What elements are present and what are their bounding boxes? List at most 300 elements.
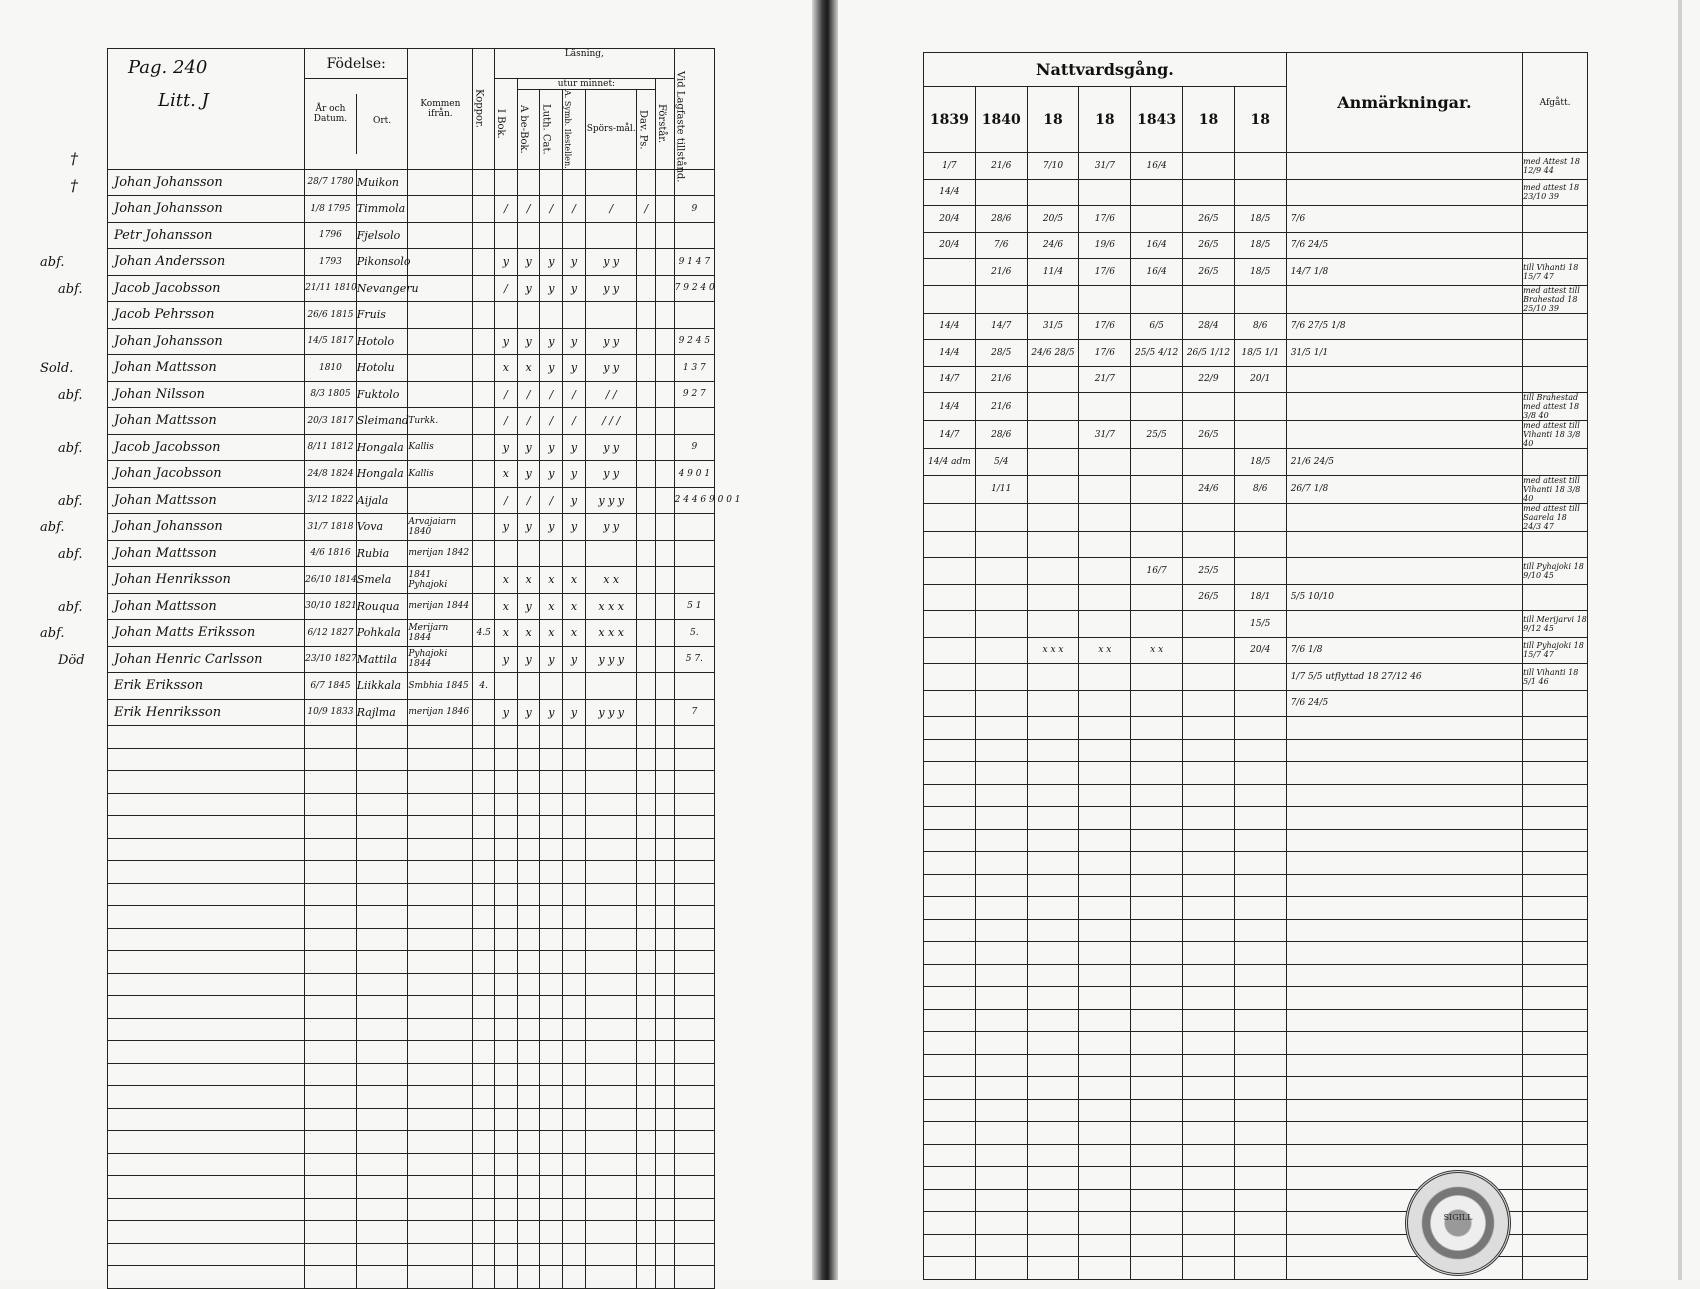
empty-row: [108, 973, 715, 996]
empty-cell: [108, 1018, 305, 1041]
communion-date: 14/4: [924, 340, 976, 367]
reading-mark: [656, 381, 675, 408]
empty-cell: [674, 1131, 714, 1154]
empty-cell: [924, 807, 976, 830]
a-symb-label: A. Symb. Ilestellen.: [563, 90, 573, 169]
remark-cell: 5/5 10/10: [1286, 584, 1522, 611]
came-from: Arvajaiarn 1840: [408, 514, 473, 541]
communion-date: [1234, 503, 1286, 531]
empty-row: [924, 1077, 1588, 1100]
empty-cell: [1183, 1167, 1235, 1190]
empty-cell: [975, 762, 1027, 785]
lag-cell: 7 9 2 4 0: [674, 275, 714, 302]
empty-cell: [1027, 964, 1079, 987]
table-row: [924, 449, 1588, 476]
remark-cell: [1286, 285, 1522, 313]
empty-cell: [1286, 987, 1522, 1010]
empty-row: [924, 1054, 1588, 1077]
empty-cell: [540, 951, 563, 974]
reading-mark: [517, 302, 540, 329]
remark-cell: 26/7 1/8: [1286, 475, 1522, 503]
birth-date: 6/12 1827: [305, 620, 357, 647]
empty-cell: [637, 1131, 656, 1154]
empty-cell: [473, 1198, 495, 1221]
empty-row: [108, 1086, 715, 1109]
empty-row: [924, 1122, 1588, 1145]
i-bok-header: [495, 79, 518, 170]
empty-cell: [674, 1153, 714, 1176]
empty-cell: [1183, 1257, 1235, 1280]
empty-cell: [473, 1063, 495, 1086]
reading-mark: y: [540, 461, 563, 488]
empty-cell: [1027, 1077, 1079, 1100]
person-name: Johan Johansson: [108, 328, 305, 355]
table-row: [108, 169, 715, 196]
lag-cell: 1 3 7: [674, 355, 714, 382]
empty-cell: [674, 1176, 714, 1199]
reading-mark: y: [517, 461, 540, 488]
empty-cell: [585, 1063, 637, 1086]
remark-cell: [1286, 421, 1522, 449]
empty-cell: [563, 1063, 586, 1086]
empty-cell: [585, 1176, 637, 1199]
death-cross-mark: †: [70, 149, 78, 168]
empty-cell: [356, 726, 408, 749]
departure-cell: [1523, 449, 1588, 476]
empty-cell: [1523, 852, 1588, 875]
empty-cell: [563, 1041, 586, 1064]
communion-date: [1131, 531, 1183, 558]
came-from: Pyhajoki 1844: [408, 646, 473, 673]
dav-ps-label: Dav. Ps.: [637, 109, 649, 150]
empty-cell: [1523, 1009, 1588, 1032]
birth-place: Hongala: [356, 434, 408, 461]
communion-date: 8/6: [1234, 475, 1286, 503]
margin-note: abf.: [58, 599, 83, 615]
reading-mark: y y: [585, 355, 637, 382]
table-row: [108, 461, 715, 488]
empty-cell: [495, 1063, 518, 1086]
lag-cell: [674, 222, 714, 249]
communion-date: 14/4: [924, 393, 976, 421]
empty-cell: [473, 1176, 495, 1199]
empty-cell: [356, 1176, 408, 1199]
empty-row: [924, 829, 1588, 852]
empty-cell: [563, 771, 586, 794]
communion-date: [1079, 558, 1131, 585]
empty-cell: [656, 1063, 675, 1086]
birth-date: 26/6 1815: [305, 302, 357, 329]
empty-cell: [517, 951, 540, 974]
empty-cell: [1523, 807, 1588, 830]
communion-date: 18/5: [1234, 206, 1286, 233]
empty-cell: [517, 1266, 540, 1289]
reading-mark: y: [540, 355, 563, 382]
empty-cell: [517, 793, 540, 816]
birth-place: Liikkala: [356, 673, 408, 700]
communion-date: [1079, 179, 1131, 206]
empty-cell: [656, 973, 675, 996]
empty-row: [108, 1041, 715, 1064]
table-row: [108, 487, 715, 514]
reading-mark: y: [495, 328, 518, 355]
empty-cell: [1286, 874, 1522, 897]
empty-cell: [517, 906, 540, 929]
person-name: Jacob Jacobsson: [108, 434, 305, 461]
empty-cell: [1286, 1054, 1522, 1077]
remark-cell: 7/6 24/5: [1286, 232, 1522, 259]
communion-date: [975, 558, 1027, 585]
communion-date: [1079, 285, 1131, 313]
empty-cell: [108, 1063, 305, 1086]
margin-note: abf.: [58, 387, 83, 403]
lasning-label: Läsning,: [564, 49, 604, 59]
empty-cell: [563, 1086, 586, 1109]
came-from: [408, 381, 473, 408]
empty-row: [108, 1018, 715, 1041]
empty-cell: [1131, 784, 1183, 807]
empty-cell: [1079, 1144, 1131, 1167]
year-header: 18: [1027, 87, 1079, 153]
empty-cell: [1183, 919, 1235, 942]
reading-mark: [656, 487, 675, 514]
empty-cell: [1183, 987, 1235, 1010]
empty-cell: [975, 1032, 1027, 1055]
communion-date: 17/6: [1079, 313, 1131, 340]
margin-note: abf.: [58, 281, 83, 297]
empty-cell: [1286, 829, 1522, 852]
empty-cell: [1234, 897, 1286, 920]
koppor-cell: [473, 540, 495, 567]
reading-mark: y: [540, 328, 563, 355]
lag-cell: [674, 408, 714, 435]
communion-date: [1183, 611, 1235, 638]
empty-row: [924, 1144, 1588, 1167]
empty-cell: [563, 906, 586, 929]
empty-cell: [356, 883, 408, 906]
remark-cell: [1286, 531, 1522, 558]
empty-cell: [975, 919, 1027, 942]
empty-cell: [563, 726, 586, 749]
communion-date: 22/9: [1183, 366, 1235, 393]
communion-date: 25/5 4/12: [1131, 340, 1183, 367]
margin-note: abf.: [40, 255, 65, 270]
empty-cell: [975, 1122, 1027, 1145]
empty-cell: [1286, 717, 1522, 740]
empty-cell: [473, 1131, 495, 1154]
empty-cell: [1234, 1144, 1286, 1167]
communion-date: [1027, 366, 1079, 393]
empty-cell: [1183, 1212, 1235, 1235]
empty-cell: [674, 1266, 714, 1289]
empty-row: [108, 748, 715, 771]
communion-date: [924, 690, 976, 717]
empty-cell: [517, 883, 540, 906]
empty-cell: [1183, 1032, 1235, 1055]
empty-cell: [637, 1221, 656, 1244]
empty-cell: [975, 1009, 1027, 1032]
communion-date: [1027, 503, 1079, 531]
empty-cell: [356, 1108, 408, 1131]
reading-mark: y: [540, 434, 563, 461]
communion-date: 17/6: [1079, 340, 1131, 367]
came-from: [408, 169, 473, 196]
communion-date: [975, 637, 1027, 664]
empty-cell: [637, 771, 656, 794]
a-be-bok-header: [517, 90, 540, 170]
empty-cell: [637, 793, 656, 816]
koppor-cell: [473, 249, 495, 276]
empty-cell: [473, 748, 495, 771]
reading-mark: y y y: [585, 699, 637, 726]
empty-cell: [1079, 1077, 1131, 1100]
empty-cell: [356, 748, 408, 771]
reading-mark: [637, 169, 656, 196]
koppor-cell: [473, 355, 495, 382]
empty-cell: [540, 1063, 563, 1086]
communion-date: [975, 531, 1027, 558]
communion-date: [1131, 393, 1183, 421]
reading-mark: /: [495, 275, 518, 302]
birth-date: 31/7 1818: [305, 514, 357, 541]
communion-date: 18/1: [1234, 584, 1286, 611]
koppor-cell: [473, 593, 495, 620]
empty-cell: [1183, 1009, 1235, 1032]
reading-mark: [656, 222, 675, 249]
reading-mark: y: [517, 699, 540, 726]
empty-cell: [108, 1041, 305, 1064]
page-edge: [1678, 0, 1682, 1280]
empty-cell: [1131, 739, 1183, 762]
empty-cell: [305, 1243, 357, 1266]
communion-date: 8/6: [1234, 313, 1286, 340]
communion-date: 14/7: [924, 366, 976, 393]
empty-cell: [656, 793, 675, 816]
communion-date: [924, 531, 976, 558]
communion-date: 1/7: [924, 153, 976, 180]
communion-date: [924, 584, 976, 611]
reading-mark: [656, 275, 675, 302]
empty-cell: [1079, 987, 1131, 1010]
communion-date: 31/5: [1027, 313, 1079, 340]
lag-cell: 5.: [674, 620, 714, 647]
remark-cell: 21/6 24/5: [1286, 449, 1522, 476]
empty-cell: [924, 1099, 976, 1122]
empty-cell: [495, 1198, 518, 1221]
empty-cell: [517, 1063, 540, 1086]
empty-cell: [924, 919, 976, 942]
empty-cell: [1027, 919, 1079, 942]
empty-cell: [473, 1018, 495, 1041]
empty-cell: [495, 726, 518, 749]
communion-date: [1234, 393, 1286, 421]
reading-mark: [563, 222, 586, 249]
empty-cell: [540, 1266, 563, 1289]
empty-cell: [1286, 852, 1522, 875]
reading-mark: /: [563, 381, 586, 408]
empty-cell: [563, 838, 586, 861]
empty-cell: [108, 861, 305, 884]
empty-cell: [108, 928, 305, 951]
empty-cell: [540, 1221, 563, 1244]
reading-mark: [656, 302, 675, 329]
communion-date: [1183, 503, 1235, 531]
empty-cell: [108, 816, 305, 839]
empty-cell: [563, 996, 586, 1019]
came-from: merijan 1842: [408, 540, 473, 567]
empty-cell: [1131, 1077, 1183, 1100]
margin-note: Död: [58, 652, 85, 668]
kommen-header: Kommen ifrån.: [408, 49, 473, 170]
year-header: 1840: [975, 87, 1027, 153]
empty-cell: [975, 1077, 1027, 1100]
empty-row: [924, 942, 1588, 965]
empty-cell: [674, 1063, 714, 1086]
reading-mark: y: [517, 434, 540, 461]
empty-cell: [656, 1176, 675, 1199]
person-name: Johan Andersson: [108, 249, 305, 276]
reading-mark: [637, 514, 656, 541]
empty-cell: [674, 793, 714, 816]
lag-cell: 9 1 4 7: [674, 249, 714, 276]
empty-cell: [517, 861, 540, 884]
communion-date: [1234, 179, 1286, 206]
empty-cell: [656, 883, 675, 906]
came-from: [408, 222, 473, 249]
remark-cell: [1286, 558, 1522, 585]
reading-mark: /: [585, 196, 637, 223]
empty-cell: [563, 793, 586, 816]
empty-cell: [495, 816, 518, 839]
empty-cell: [656, 951, 675, 974]
a-be-bok-label: A be-Bok.: [517, 105, 529, 154]
table-row: [108, 514, 715, 541]
reading-mark: [637, 355, 656, 382]
empty-cell: [563, 928, 586, 951]
empty-cell: [517, 1198, 540, 1221]
table-row: [108, 355, 715, 382]
reading-mark: [637, 222, 656, 249]
communion-date: [1131, 503, 1183, 531]
empty-cell: [1027, 739, 1079, 762]
communion-date: [1131, 611, 1183, 638]
reading-mark: x: [495, 461, 518, 488]
reading-mark: [495, 302, 518, 329]
koppor-cell: [473, 222, 495, 249]
communion-date: [1027, 475, 1079, 503]
communion-date: 1/11: [975, 475, 1027, 503]
reading-mark: [540, 169, 563, 196]
communion-date: [1234, 153, 1286, 180]
empty-cell: [1027, 1234, 1079, 1257]
reading-mark: y: [517, 275, 540, 302]
empty-cell: [585, 861, 637, 884]
empty-cell: [924, 897, 976, 920]
margin-note: abf.: [58, 493, 83, 509]
empty-row: [924, 1032, 1588, 1055]
empty-cell: [108, 726, 305, 749]
communion-date: 20/4: [924, 206, 976, 233]
reading-mark: [585, 673, 637, 700]
reading-mark: [656, 328, 675, 355]
communion-date: [924, 503, 976, 531]
empty-cell: [540, 1198, 563, 1221]
empty-cell: [540, 1176, 563, 1199]
communion-date: 17/6: [1079, 206, 1131, 233]
empty-cell: [1523, 1032, 1588, 1055]
communion-date: [1131, 179, 1183, 206]
empty-cell: [1523, 1099, 1588, 1122]
communion-date: [1131, 206, 1183, 233]
empty-cell: [540, 793, 563, 816]
empty-cell: [408, 1176, 473, 1199]
empty-cell: [924, 1212, 976, 1235]
empty-cell: [585, 1221, 637, 1244]
empty-cell: [1523, 829, 1588, 852]
empty-cell: [656, 748, 675, 771]
empty-cell: [637, 1018, 656, 1041]
lag-cell: 4 9 0 1: [674, 461, 714, 488]
afgatt-header: Afgått.: [1523, 53, 1588, 153]
empty-cell: [408, 1041, 473, 1064]
reading-mark: /: [540, 381, 563, 408]
empty-cell: [1027, 1189, 1079, 1212]
reading-mark: [637, 381, 656, 408]
empty-cell: [1183, 874, 1235, 897]
a-symb-header: [563, 90, 586, 170]
empty-cell: [356, 1131, 408, 1154]
reading-mark: /: [495, 196, 518, 223]
empty-cell: [637, 726, 656, 749]
empty-cell: [1523, 1144, 1588, 1167]
reading-mark: x: [563, 620, 586, 647]
empty-cell: [637, 816, 656, 839]
lag-cell: 9 2 7: [674, 381, 714, 408]
table-row: [924, 611, 1588, 638]
empty-cell: [1234, 1032, 1286, 1055]
empty-cell: [473, 793, 495, 816]
communion-date: [1131, 584, 1183, 611]
empty-cell: [637, 951, 656, 974]
communion-date: 16/4: [1131, 259, 1183, 286]
reading-mark: x: [563, 593, 586, 620]
empty-cell: [637, 1063, 656, 1086]
empty-cell: [108, 1108, 305, 1131]
empty-cell: [585, 748, 637, 771]
empty-cell: [495, 1176, 518, 1199]
departure-cell: till Brahestad med attest 18 3/8 40: [1523, 393, 1588, 421]
reading-mark: x: [517, 620, 540, 647]
empty-cell: [1079, 919, 1131, 942]
empty-cell: [1234, 739, 1286, 762]
empty-cell: [656, 1243, 675, 1266]
communion-date: 21/6: [975, 259, 1027, 286]
reading-mark: x: [495, 567, 518, 594]
communion-date: 26/5: [1183, 259, 1235, 286]
reading-mark: y y: [585, 514, 637, 541]
table-row: [108, 593, 715, 620]
empty-cell: [585, 1266, 637, 1289]
empty-cell: [1131, 829, 1183, 852]
empty-cell: [1234, 1189, 1286, 1212]
empty-cell: [1523, 784, 1588, 807]
empty-cell: [408, 906, 473, 929]
remark-cell: [1286, 179, 1522, 206]
empty-cell: [637, 906, 656, 929]
person-name: Erik Eriksson: [108, 673, 305, 700]
empty-cell: [585, 1086, 637, 1109]
reading-mark: y: [563, 487, 586, 514]
